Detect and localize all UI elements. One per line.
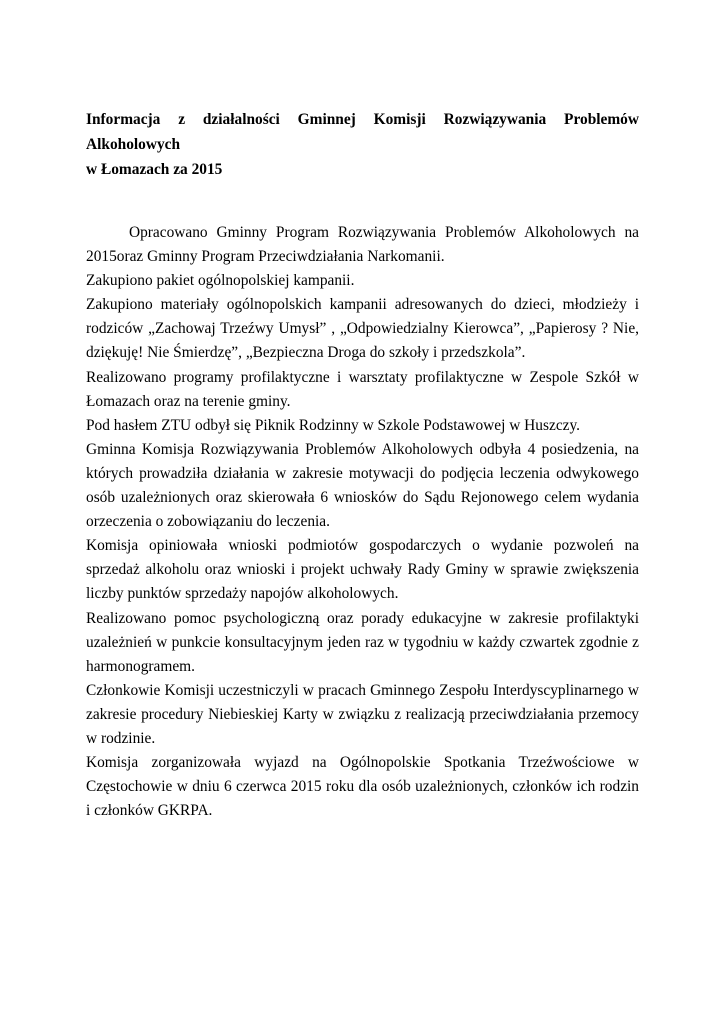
paragraph-campaign-package: Zakupiono pakiet ogólnopolskiej kampanii.	[86, 272, 355, 290]
document-title	[86, 107, 639, 182]
paragraph-trip: Komisja zorganizowała wyjazd na Ogólnopolskie Spotkania Trzeźwościowe w Częstochowie w dniu 6 czerwca 2015 roku dla osób uzależnionych, członków ich rodzin i członków GKRPA.	[86, 754, 639, 820]
title-line-2: w Łomazach za 2015	[86, 161, 223, 178]
paragraph-family-picnic: Pod hasłem ZTU odbył się Piknik Rodzinny w Szkole Podstawowej w Huszczy.	[86, 416, 581, 434]
title-line-1: Informacja z działalności Gminnej Komisji Rozwiązywania Problemów Alkoholowych	[86, 111, 639, 153]
paragraph-commission-meetings: Gminna Komisja Rozwiązywania Problemów Alkoholowych odbyła 4 posiedzenia, na których prowadziła działania w zakresie motywacji do podjęcia leczenia odwykowego osób uzależnionych oraz skierowała 6 wniosków do Sądu Rejonowego celem wydania orzeczenia o zobowiązaniu do leczenia.	[86, 440, 639, 531]
document-page	[86, 107, 639, 823]
paragraph-program: Opracowano Gminny Program Rozwiązywania Problemów Alkoholowych na 2015oraz Gminny Program Przeciwdziałania Narkomanii.	[86, 224, 639, 266]
paragraph-interdisciplinary-team: Członkowie Komisji uczestniczyli w pracach Gminnego Zespołu Interdyscyplinarnego w zakresie procedury Niebieskiej Karty w związku z realizacją przeciwdziałania przemocy w rodzinie.	[86, 681, 639, 747]
paragraph-campaign-materials: Zakupiono materiały ogólnopolskich kampanii adresowanych do dzieci, młodzieży i rodziców „Zachowaj Trzeźwy Umysł” , „Odpowiedzialny Kierowca”, „Papierosy ? Nie, dziękuję! Nie Śmierdzę”, „Bezpieczna Droga do szkoły i przedszkola”.	[86, 296, 639, 362]
paragraph-permits-opinions: Komisja opiniowała wnioski podmiotów gospodarczych o wydanie pozwoleń na sprzedaż alkoholu oraz wnioski i projekt uchwały Rady Gminy w sprawie zwiększenia liczby punktów sprzedaży napojów alkoholowych.	[86, 537, 639, 603]
paragraph-prevention-programs: Realizowano programy profilaktyczne i warsztaty profilaktyczne w Zespole Szkół w Łomazach oraz na terenie gminy.	[86, 368, 639, 410]
document-body	[86, 221, 639, 823]
paragraph-psychological-help: Realizowano pomoc psychologiczną oraz porady edukacyjne w zakresie profilaktyki uzależnień w punkcie konsultacyjnym jeden raz w tygodniu w każdy czwartek zgodnie z harmonogramem.	[86, 609, 639, 675]
